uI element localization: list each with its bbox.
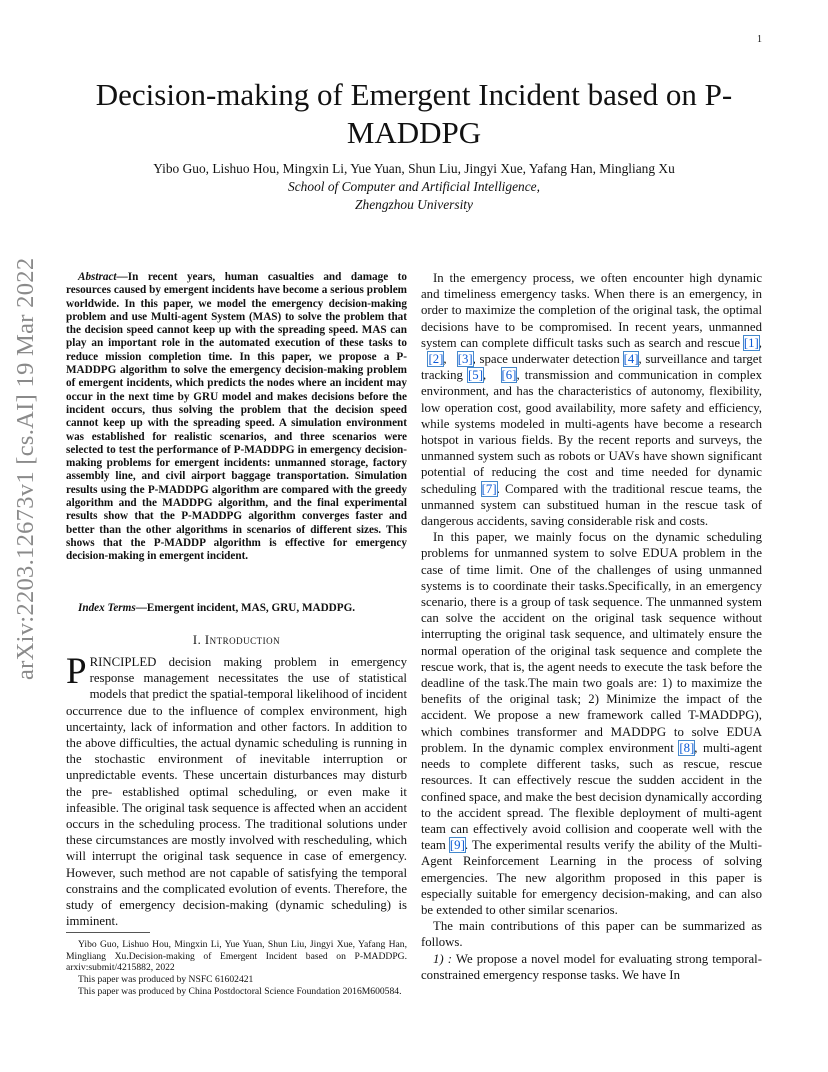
footnote-1: Yibo Guo, Lishuo Hou, Mingxin Li, Yue Yuan, Shun Liu, Jingyi Xue, Yafang Han, Mingliang Xu.Decision-making of Emergent Incident based on P-MADDPG. arxiv:submit/4215882, 2022 (66, 939, 407, 974)
index-terms-label: Index Terms (78, 602, 136, 614)
abstract-label: Abstract (78, 271, 117, 283)
citation-link[interactable]: [4] (623, 352, 639, 367)
index-terms-text: —Emergent incident, MAS, GRU, MADDPG. (135, 602, 356, 614)
text-run: , surveillance and target tracking (421, 352, 763, 383)
abstract-text: —In recent years, human casualties and damage to resources caused by emergent incidents have become a serious problem worldwide. In this paper, we model the emergency decision-making problem and use Multi-agent System (MAS) to solve the problem that the decision speed cannot keep up with the spreading speed. MAS can play an important role in the automated execution of these tasks to reduce mission completion time. In this paper, we propose a P-MADDPG algorithm to solve the emergency decision-making problem of emergent incidents, which predicts the nodes where an incident may occur in the next time by GRU model and makes decisions before the incident occurs, thus solving the problem that the decision speed cannot keep up with the spreading speed. A simulation environment was established for realistic scenarios, and three scenarios were selected to test the performance of P-MADDPG in emergency decision-making problems for emergent incidents: unmanned storage, factory assembly line, and civil airport baggage transportation. Simulation results using the P-MADDPG algorithm are compared with the greedy algorithm and the MADDPG algorithm, and the final experimental results show that the P-MADDPG algorithm converges faster and better than the other algorithms in scenarios of different sizes. This shows that the P-MADDP algorithm is effective for emergency decision-making in emergent incident. (66, 271, 407, 563)
section-heading: I. Introduction (192, 633, 281, 647)
text-run: We propose a novel model for evaluating strong temporal-constrained emergency response tasks. We have In (421, 951, 762, 982)
text-run: In this paper, we mainly focus on the dynamic scheduling problems for unmanned system to solve EDUA problem in the case of time limit. One of the challenges of using unmanned systems is to coordinate their tasks.Specifically, in an emergency scenario, there is a group of task sequence. The unmanned system can solve the accident on the original task sequence without interrupting the original task sequence, and ultimately ensure the normal operation of the original task sequence and complete the rescue work, that is, the agent needs to execute the task before the deadline of the task.The main two goals are: 1) to maximize the benefits of the original task; 2) Minimize the impact of the accident. We propose a new framework called T-MADDPG), which combines transformer and MADDPG to solve EDUA problem. In the dynamic complex environment (421, 530, 762, 755)
introduction-body (66, 651, 407, 929)
footnote-rule (66, 932, 150, 933)
affiliation-line-2: Zhengzhou University (355, 197, 473, 212)
footnotes (66, 939, 407, 998)
contribution-number: 1) : (433, 951, 453, 966)
paper-title: Decision-making of Emergent Incident based on P-MADDPG (95, 77, 733, 150)
affiliation-line-1: School of Computer and Artificial Intelligence, (288, 179, 540, 194)
page-number: 1 (757, 34, 762, 45)
arxiv-identifier: arXiv:2203.12673v1 [cs.AI] 19 Mar 2022 (12, 257, 39, 680)
citation-link[interactable]: [1] (743, 335, 759, 350)
drop-cap: P (66, 651, 87, 692)
citation-link[interactable]: [7] (481, 481, 497, 496)
citation-link[interactable]: [3] (457, 352, 473, 367)
paragraph-1: In the emergency process, we often encounter high dynamic and timeliness emergency tasks. When there is an emergency, in order to maximize the completion of the original task, the optimal decisions have to be compromised. In recent years, unmanned system can complete difficult tasks such as search and rescue [1], [2], [3], space underwater detection [4], surveillance and target tracking [5], [6], transmission and communication in complex environment, and has the characteristics of autonomy, flexibility, low operation cost, good availability, more safety and efficiency, while systems modeled in multi-agents have become a research hotspot in various fields. By the recent reports and surveys, the unmanned system such as robots or UAVs have shown significant potential of reducing the cost and time needed for dynamic scheduling [7]. Compared with the traditional rescue teams, the unmanned system can substitued human in the rescue task of dangerous accidents, saving considerable risk and costs. (421, 271, 763, 529)
index-terms (66, 602, 407, 615)
author-list: Yibo Guo, Lishuo Hou, Mingxin Li, Yue Yuan, Shun Liu, Jingyi Xue, Yafang Han, Mingliang Xu (153, 161, 675, 176)
text-run: , multi-agent needs to complete different tasks, such as rescue, rescue resources. It can effectively rescue the sudden accident in the confined space, and make the best decision dynamically according to the accident spread. The flexible deployment of multi-agent team can effectively avoid collision and cooperate well with the team (421, 740, 763, 853)
citation-link[interactable]: [8] (679, 740, 695, 755)
citation-link[interactable]: [6] (501, 368, 517, 383)
text-run: . Compared with the traditional rescue teams, the unmanned system can substitued human in the rescue task of dangerous accidents, saving considerable risk and costs. (421, 481, 762, 529)
abstract (66, 271, 407, 564)
right-column (421, 270, 762, 983)
intro-text: RINCIPLED decision making problem in emergency response management necessitates the use of statistical models that predict the spatial-temporal likelihood of incident occurrence due to the influence of complex environment, high uncertainty, lack of information and other factors. In addition to the above difficulties, the actual dynamic scheduling is running in the stochastic environment of inevitable interruption or unpredictable events. These uncertain disturbances may disturb the pre- established optimal scheduling, or even make it infeasible. The original task sequence is affected when an accident occurs in the scheduling process. The traditional solutions under these circumstances are mostly involved with rescheduling, which will interrupt the original task sequence in case of emergency. However, such method are not capable of satisfying the temporal constrains and the complicated evolution of events. Therefore, the study of emergency decision-making (dynamic scheduling) is imminent. (66, 655, 407, 929)
affiliation (40, 178, 788, 214)
text-run: , transmission and communication in complex environment, and has the characteristics of autonomy, flexibility, low operation cost, good availability, more safety and efficiency, while systems modeled in multi-agents have become a research hotspot in various fields. By the recent reports and surveys, the unmanned system such as robots or UAVs have shown significant potential of reducing the cost and time needed for dynamic scheduling (421, 368, 762, 496)
paragraph-3: The main contributions of this paper can be summarized as follows. (421, 919, 762, 950)
citation-link[interactable]: [5] (468, 368, 483, 383)
paragraph-4 (421, 951, 762, 983)
paragraph-2 (421, 529, 762, 918)
text-run: , space underwater detection (472, 352, 624, 367)
text-run: . The experimental results verify the ability of the Multi-Agent Reinforcement Learning in the process of solving emergencies. The new algorithm proposed in this paper is especially suitable for emergency decision-making, and can also be extended to other similar scenarios. (421, 838, 763, 917)
text-run: In the emergency process, we often encounter high dynamic and timeliness emergency tasks. When there is an emergency, in order to maximize the completion of the original task, the optimal decisions have to be compromised. In recent years, unmanned system can complete difficult tasks such as search and rescue (421, 271, 762, 350)
citation-link[interactable]: [9] (449, 838, 465, 853)
citation-link[interactable]: [2] (428, 352, 444, 367)
footnote-3: This paper was produced by China Postdoctoral Science Foundation 2016M600584. (78, 985, 402, 997)
footnote-2: This paper was produced by NSFC 61602421 (78, 974, 254, 986)
